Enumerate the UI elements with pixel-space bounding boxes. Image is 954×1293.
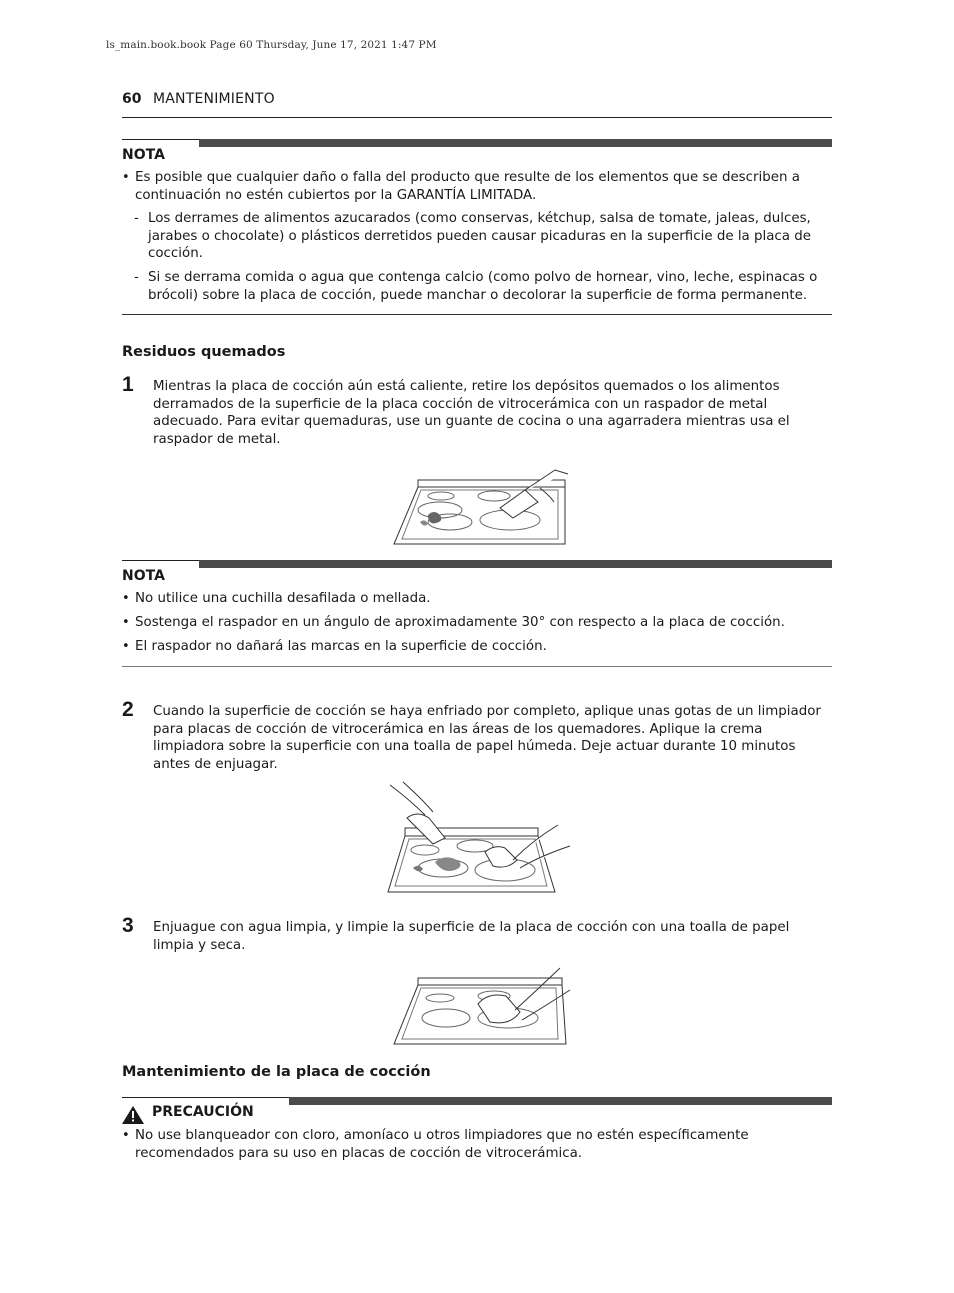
bullet-dot: • xyxy=(122,170,130,185)
cooktop-wiping-illustration xyxy=(390,962,575,1047)
note-bar xyxy=(199,139,832,147)
note-bottom-rule xyxy=(122,666,832,667)
print-header: ls_main.book.book Page 60 Thursday, June 17, 2021 1:47 PM xyxy=(106,39,437,51)
note-bullet-text: No utilice una cuchilla desafilada o mellada. xyxy=(135,591,431,606)
step-text: Mientras la placa de cocción aún está caliente, retire los depósitos quemados o los alimentos derramados de la superficie de la placa cocción de vitrocerámica con un raspador de metal adecuado. Para evitar quemaduras, use un guante de cocina o una agarradera mientras usa el raspador de metal. xyxy=(153,379,790,447)
section-title: MANTENIMIENTO xyxy=(153,91,275,107)
step-text: Cuando la superficie de cocción se haya enfriado por completo, aplique unas gotas de un limpiador para placas de cocción de vitrocerámica en las áreas de los quemadores. Aplique la crema limpiadora sobre la superficie con una toalla de papel húmeda. Deje actuar durante 10 minutos antes de enjuagar. xyxy=(153,704,821,772)
note-bottom-rule xyxy=(122,314,832,315)
cooktop-cleaner-illustration xyxy=(385,780,580,895)
dash-marker: - xyxy=(134,211,139,226)
caution-title: PRECAUCIÓN xyxy=(152,1104,254,1120)
bullet-dot: • xyxy=(122,615,130,630)
page-number: 60 xyxy=(122,91,142,107)
bullet-dot: • xyxy=(122,591,130,606)
note-subitem: Los derrames de alimentos azucarados (como conservas, kétchup, salsa de tomate, jaleas, dulces, jarabes o chocolate) o plásticos derretidos pueden causar picaduras en la superficie de la placa de cocción. xyxy=(148,211,811,261)
note-bullet-text: Sostenga el raspador en un ángulo de aproximadamente 30° con respecto a la placa de cocción. xyxy=(135,615,785,630)
cooktop-scraper-illustration xyxy=(390,460,575,548)
caution-bar xyxy=(289,1097,832,1105)
section-heading: Residuos quemados xyxy=(122,344,286,360)
section-heading: Mantenimiento de la placa de cocción xyxy=(122,1064,431,1080)
dash-marker: - xyxy=(134,270,139,285)
step-text: Enjuague con agua limpia, y limpie la superficie de la placa de cocción con una toalla de papel limpia y seca. xyxy=(153,920,790,953)
note-bar xyxy=(199,560,832,568)
step-number: 1 xyxy=(122,373,134,396)
caution-bullet-text: No use blanqueador con cloro, amoníaco u otros limpiadores que no estén específicamente recomendados para su uso en placas de cocción de vitrocerámica. xyxy=(135,1128,749,1161)
bullet-dot: • xyxy=(122,639,130,654)
bullet-dot: • xyxy=(122,1128,130,1143)
note-title: NOTA xyxy=(122,147,165,163)
note-subitem: Si se derrama comida o agua que contenga calcio (como polvo de hornear, vino, leche, espinacas o brócoli) sobre la placa de cocción, puede manchar o decolorar la superficie de forma permanente. xyxy=(148,270,818,303)
note-bullet-text: Es posible que cualquier daño o falla del producto que resulte de los elementos que se describen a continuación no estén cubiertos por la GARANTÍA LIMITADA. xyxy=(135,170,800,203)
page-header xyxy=(122,90,832,118)
warning-triangle-icon xyxy=(122,1106,144,1124)
step-number: 2 xyxy=(122,698,134,721)
step-number: 3 xyxy=(122,914,134,937)
note-title: NOTA xyxy=(122,568,165,584)
note-bullet-text: El raspador no dañará las marcas en la superficie de cocción. xyxy=(135,639,547,654)
